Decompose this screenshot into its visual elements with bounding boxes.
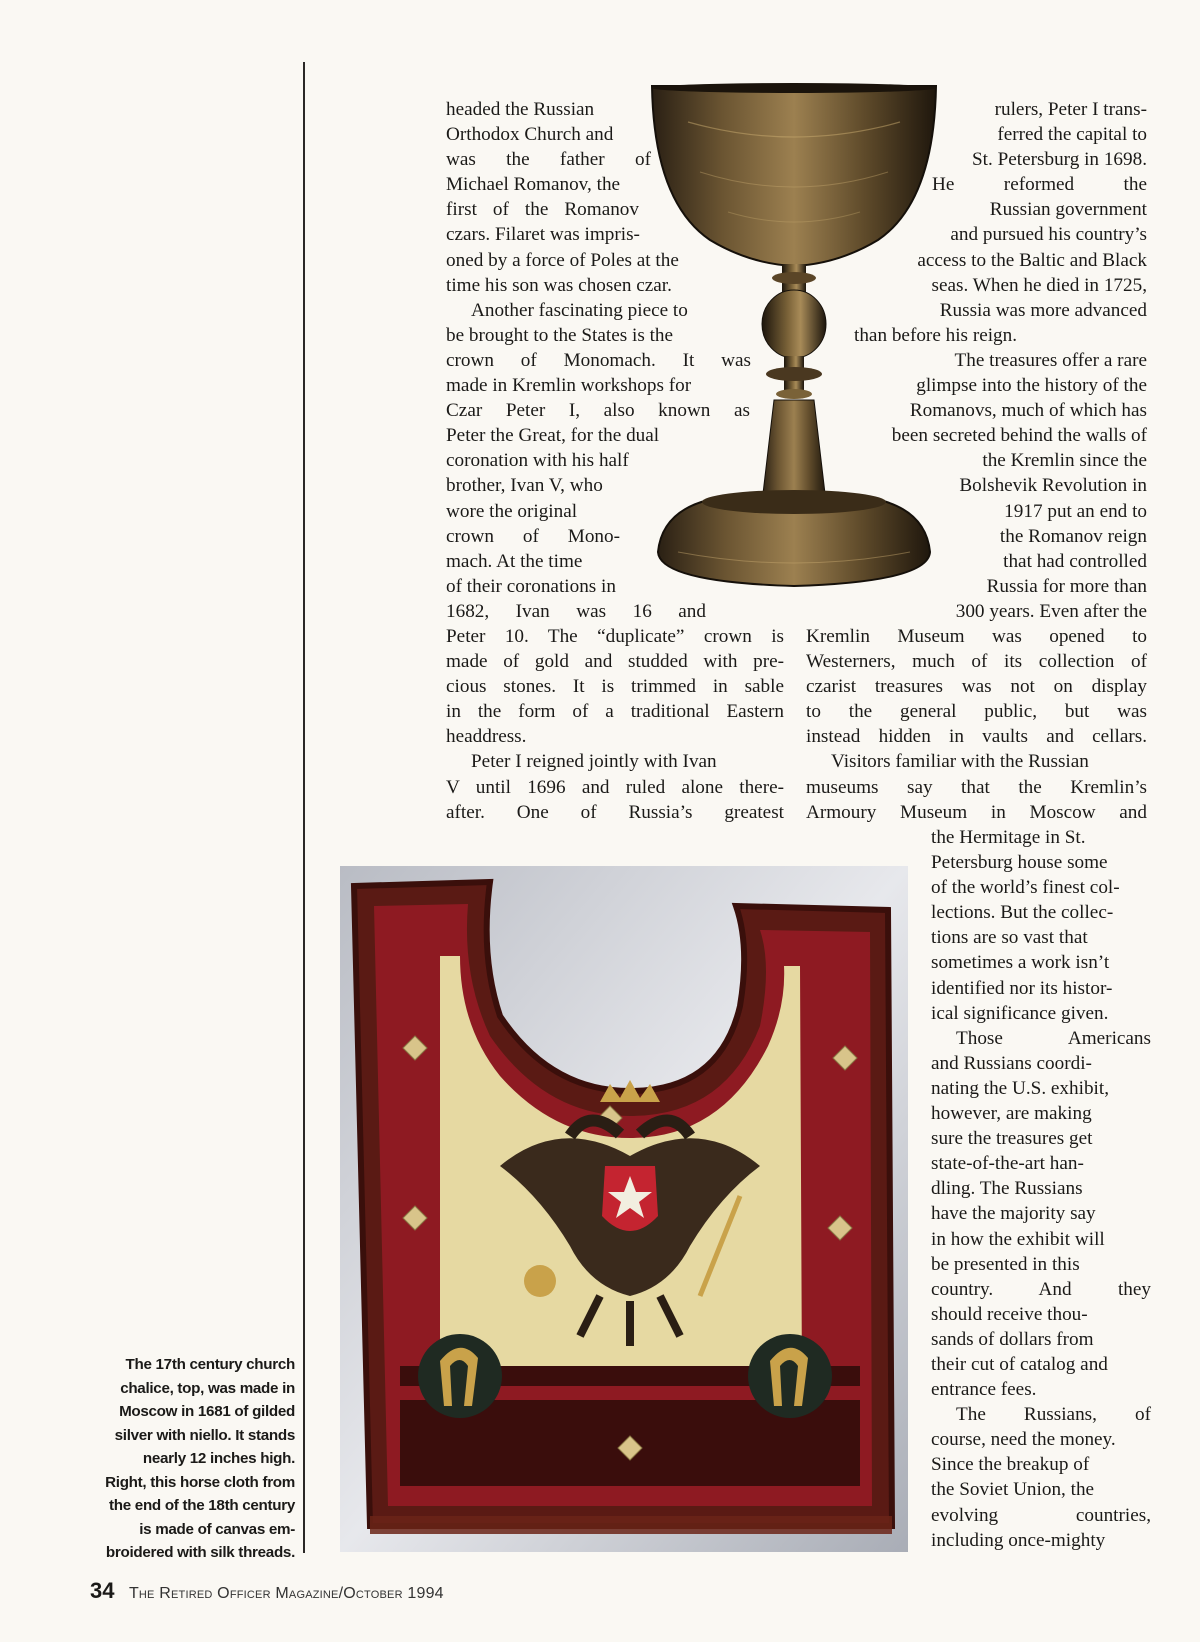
text-line: V until 1696 and ruled alone there- <box>446 776 784 798</box>
text-line: was the father of <box>446 149 651 171</box>
text-line: Bolshevik Revolution in <box>959 475 1147 497</box>
text-line: headdress. <box>446 726 527 748</box>
text-line: tions are so vast that <box>931 927 1088 949</box>
text-line: cious stones. It is trimmed in sable <box>446 676 784 698</box>
text-line: sometimes a work isn’t <box>931 952 1110 974</box>
text-line: state-of-the-art han- <box>931 1153 1084 1175</box>
text-line: museums say that the Kremlin’s <box>806 776 1147 798</box>
caption-line: The 17th century church <box>125 1356 295 1373</box>
text-line: have the majority say <box>931 1203 1096 1225</box>
text-line: that had controlled <box>1003 550 1147 572</box>
caption-line: nearly 12 inches high. <box>142 1450 295 1467</box>
text-line: after. One of Russia’s greatest <box>446 801 784 823</box>
text-line: be presented in this <box>931 1253 1080 1275</box>
text-line: evolving countries, <box>931 1504 1151 1526</box>
text-line: in the form of a traditional Eastern <box>446 701 784 723</box>
text-line: Russia for more than <box>986 575 1147 597</box>
text-line: brother, Ivan V, who <box>446 475 603 497</box>
text-line: made of gold and studded with pre- <box>446 651 784 673</box>
text-line: including once-mighty <box>931 1529 1106 1551</box>
chalice-photo <box>648 82 940 604</box>
text-line: in how the exhibit will <box>931 1228 1105 1250</box>
text-line: Petersburg house some <box>931 852 1108 874</box>
text-line: Romanovs, much of which has <box>909 400 1147 422</box>
text-line: entrance fees. <box>931 1379 1037 1401</box>
page-footer <box>90 1578 444 1604</box>
horse-cloth-photo-frame <box>340 866 908 1552</box>
text-line: instead hidden in vaults and cellars. <box>806 726 1147 748</box>
text-line: 1917 put an end to <box>1004 500 1147 522</box>
caption-line: the end of the 18th century <box>109 1497 295 1514</box>
text-line: the Romanov reign <box>999 525 1147 547</box>
photo-caption <box>80 1353 295 1565</box>
text-line: the Kremlin since the <box>982 450 1147 472</box>
text-line: country. And they <box>931 1278 1151 1300</box>
text-line: Peter 10. The “duplicate” crown is <box>446 625 784 647</box>
text-line: lections. But the collec- <box>931 902 1114 924</box>
text-line: Kremlin Museum was opened to <box>806 625 1147 647</box>
caption-line: Moscow in 1681 of gilded <box>119 1403 295 1420</box>
text-line: St. Petersburg in 1698. <box>971 149 1147 171</box>
text-line: sure the treasures get <box>931 1128 1093 1150</box>
text-line: been secreted behind the walls of <box>891 425 1147 447</box>
caption-line: is made of canvas em- <box>139 1520 295 1538</box>
text-line: Another fascinating piece to <box>471 299 688 321</box>
text-line: and pursued his country’s <box>950 224 1147 246</box>
text-line: and Russians coordi- <box>931 1052 1092 1074</box>
text-line: of the world’s finest col- <box>931 877 1120 899</box>
magazine-issue: The Retired Officer Magazine/October 1994 <box>128 1585 444 1602</box>
caption-line: silver with niello. It stands <box>114 1426 295 1444</box>
text-line: headed the Russian <box>446 99 595 120</box>
text-line: rulers, Peter I trans- <box>994 99 1147 120</box>
caption-line: chalice, top, was made in <box>120 1379 295 1397</box>
text-line: time his son was chosen czar. <box>446 274 672 296</box>
text-line: their cut of catalog and <box>931 1353 1108 1375</box>
text-line: Russia was more advanced <box>939 299 1147 321</box>
text-line: seas. When he died in 1725, <box>931 274 1147 296</box>
caption-line: Right, this horse cloth from <box>105 1473 295 1491</box>
text-line: coronation with his half <box>446 450 629 472</box>
text-line: access to the Baltic and Black <box>917 249 1147 271</box>
text-line: crown of Mono- <box>446 525 620 547</box>
text-line: Westerners, much of its collection of <box>806 651 1147 673</box>
text-line: Those Americans <box>956 1027 1151 1049</box>
text-line: Visitors familiar with the Russian <box>831 751 1089 773</box>
text-line: course, need the money. <box>931 1429 1116 1451</box>
text-line: of their coronations in <box>446 575 616 597</box>
caption-line: broidered with silk threads. <box>105 1544 295 1561</box>
text-line: 1682, Ivan was 16 and <box>446 600 706 622</box>
text-line: Peter the Great, for the dual <box>446 425 660 447</box>
vertical-rule <box>303 62 305 1553</box>
text-line: Russian government <box>989 199 1147 221</box>
text-line: mach. At the time <box>446 550 583 572</box>
text-line: should receive thou- <box>931 1303 1088 1325</box>
text-line: The treasures offer a rare <box>954 349 1147 371</box>
text-line: He reformed the <box>932 174 1147 196</box>
text-line: nating the U.S. exhibit, <box>931 1077 1109 1099</box>
text-line: the Hermitage in St. <box>931 827 1086 848</box>
text-line: first of the Romanov <box>446 199 639 221</box>
text-line: Czar Peter I, also known as <box>446 400 750 422</box>
text-line: be brought to the States is the <box>446 324 674 346</box>
text-line: wore the original <box>446 500 578 522</box>
text-line: Orthodox Church and <box>446 124 614 146</box>
text-line: crown of Monomach. It was <box>446 349 751 371</box>
page-number: 34 <box>90 1578 115 1603</box>
text-line: ferred the capital to <box>997 124 1147 146</box>
text-line: dling. The Russians <box>931 1178 1083 1200</box>
text-line: glimpse into the history of the <box>916 375 1147 397</box>
text-line: sands of dollars from <box>931 1328 1094 1350</box>
article-column-3 <box>931 825 1151 1553</box>
text-line: ical significance given. <box>931 1002 1109 1024</box>
text-line: made in Kremlin workshops for <box>446 375 692 397</box>
text-line: however, are making <box>931 1103 1092 1125</box>
text-line: Since the breakup of <box>931 1454 1090 1476</box>
text-line: identified nor its histor- <box>931 977 1113 999</box>
text-line: 300 years. Even after the <box>955 600 1147 622</box>
text-line: Peter I reigned jointly with Ivan <box>471 751 717 773</box>
text-line: czarist treasures was not on display <box>806 676 1147 698</box>
text-line: oned by a force of Poles at the <box>446 249 679 271</box>
text-line: The Russians, of <box>956 1404 1151 1426</box>
text-line: Armoury Museum in Moscow and <box>806 801 1147 823</box>
text-line: czars. Filaret was impris- <box>446 224 640 246</box>
text-line: to the general public, but was <box>806 701 1147 723</box>
text-line: than before his reign. <box>854 324 1018 346</box>
horse-cloth-photo <box>340 866 908 1552</box>
text-line: Michael Romanov, the <box>446 174 621 196</box>
text-line: the Soviet Union, the <box>931 1479 1095 1501</box>
